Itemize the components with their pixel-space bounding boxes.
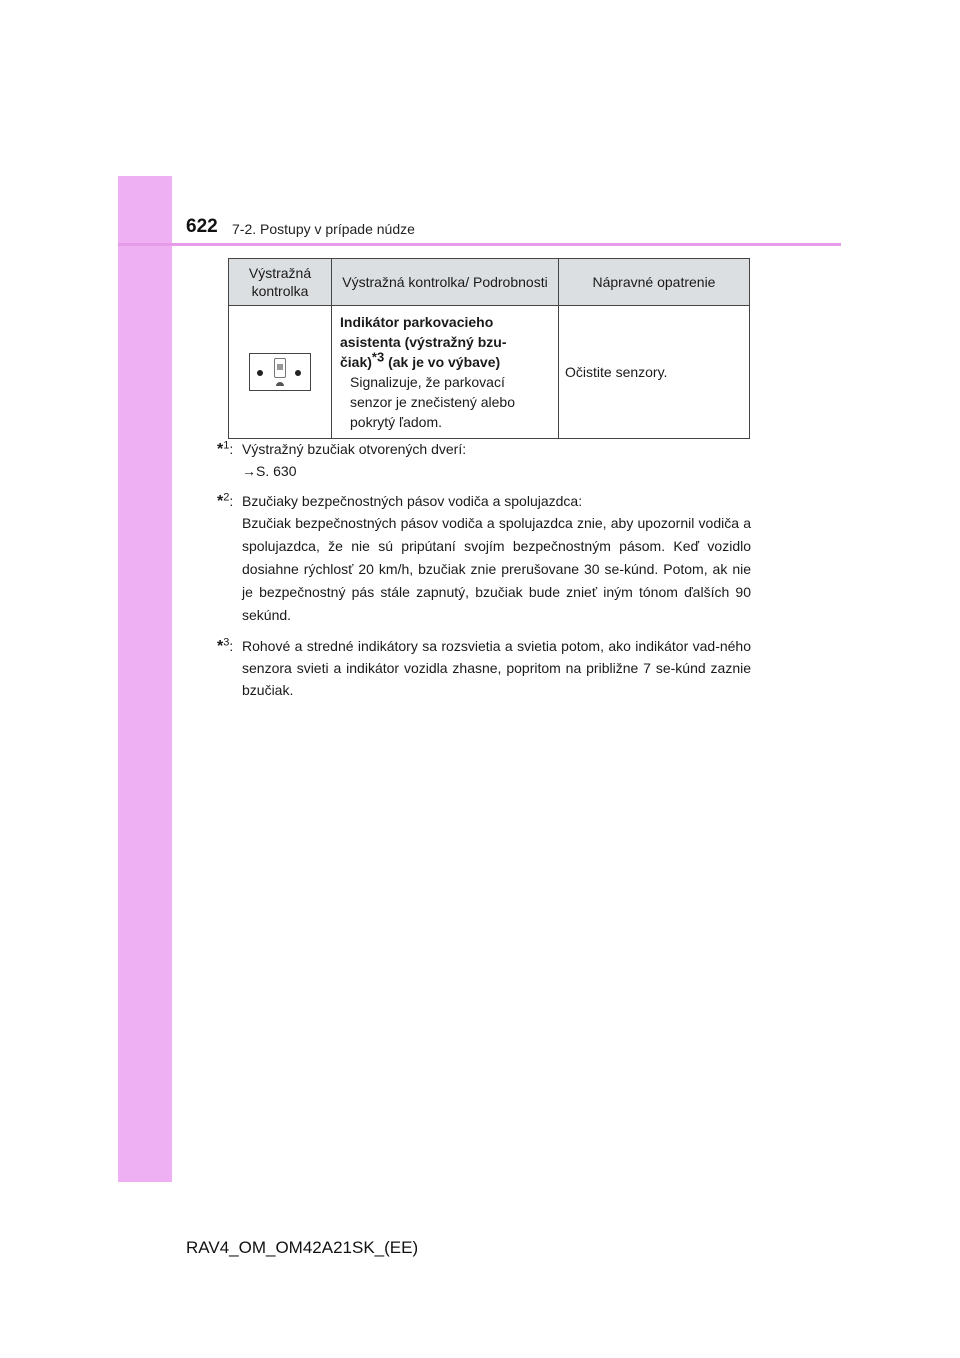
footnotes	[217, 438, 751, 701]
indicator-detail-cell	[332, 306, 559, 439]
footnote-3	[217, 635, 751, 701]
indicator-title: Indikátor parkovacieho asistenta (výstražný bzu-čiak)$^{*3}$ (ak je vo výbave)	[340, 314, 507, 370]
corrective-action-cell: Očistite senzory.	[559, 306, 750, 439]
col-header-indicator: Výstražná kontrolka	[229, 259, 332, 306]
footnote-text: Bzučiaky bezpečnostných pásov vodiča a spolujazdca:	[242, 493, 583, 509]
side-band	[118, 176, 172, 1182]
table-header-row	[229, 259, 750, 306]
page-number: 622	[186, 216, 218, 237]
footnote-text: Výstražný bzučiak otvorených dverí:	[242, 441, 467, 457]
footnote-marker: *$^1$:	[217, 439, 234, 458]
footnote-body: Bzučiak bezpečnostných pásov vodiča a spolujazdca znie, aby upozornil vodiča a spolujazdca, že nie sú pripútaní svojím bezpečnostným pásom. Keď vozidlo dosiahne rýchlosť 20 km/h, bzučiak znie prerušovane 30 se-kúnd. Potom, ak nie je bezpečnostný pás stále zapnutý, bzučiak bude znieť iným tónom ďalších 90 sekúnd.	[242, 515, 751, 623]
footnote-ref-3: *3	[371, 349, 385, 365]
footnote-2	[217, 490, 751, 627]
footnote-marker: *$^3$:	[217, 636, 234, 655]
parking-assist-sensor-icon	[249, 353, 311, 391]
table-row	[229, 306, 750, 439]
warning-table	[228, 258, 750, 439]
sensor-dot-left	[257, 370, 263, 376]
indicator-icon-cell	[229, 306, 332, 439]
sensor-dot-right	[295, 370, 301, 376]
header-rule	[118, 243, 841, 246]
page-reference-link[interactable]: →S. 630	[242, 463, 297, 479]
rear-sensor-mark	[276, 382, 284, 386]
footnote-text: Rohové a stredné indikátory sa rozsvietia a svietia potom, ako indikátor vad-ného senzora svieti a indikátor vozidla zhasne, popritom na približne 7 se-kúnd zaznie bzučiak.	[242, 638, 751, 698]
footnote-marker: *$^2$:	[217, 491, 234, 510]
col-header-details: Výstražná kontrolka/ Podrobnosti	[332, 259, 559, 306]
footnote-1	[217, 438, 751, 482]
section-title: 7-2. Postupy v prípade núdze	[232, 221, 415, 237]
indicator-description: Signalizuje, že parkovací senzor je znečistený alebo pokrytý ľadom.	[350, 374, 515, 430]
col-header-action: Nápravné opatrenie	[559, 259, 750, 306]
document-code: RAV4_OM_OM42A21SK_(EE)	[186, 1238, 419, 1257]
vehicle-symbol	[274, 358, 286, 378]
